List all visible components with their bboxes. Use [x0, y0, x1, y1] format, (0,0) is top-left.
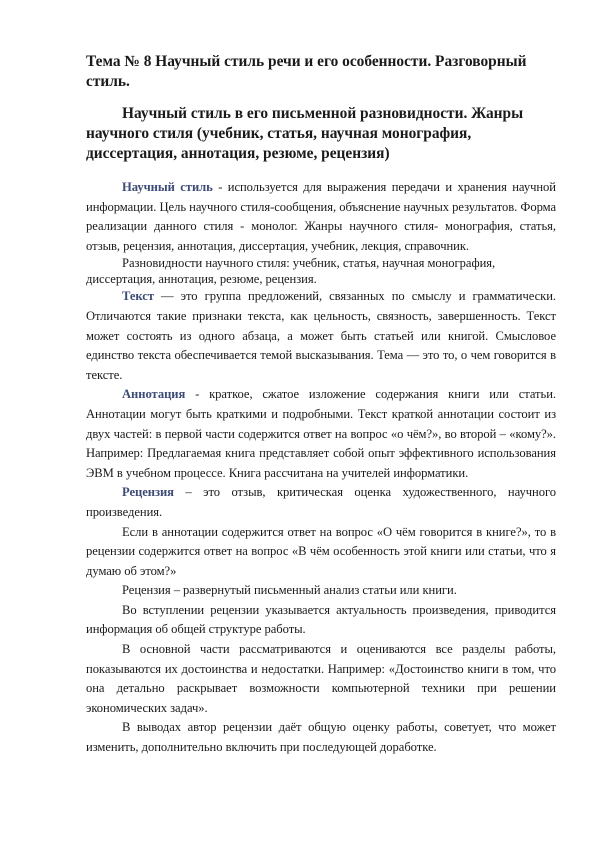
- document-page: [86, 52, 556, 758]
- term-scientific-style: Научный стиль: [122, 180, 213, 194]
- topic-title: Тема № 8 Научный стиль речи и его особенности. Разговорный стиль.: [86, 53, 527, 90]
- paragraph-text: – это отзыв, критическая оценка художественного, научного произведения.: [86, 485, 556, 519]
- paragraph-review-definition: Рецензия – развернутый письменный анализ статьи или книги.: [122, 583, 457, 598]
- paragraph-review-main: В основной части рассматриваются и оцениваются все разделы работы, показываются их достоинства и недостатки. Например: «Достоинство книги в том, что она детально раскрывает возможности компьютерной техники при решении экономических задач».: [86, 642, 556, 715]
- paragraph-text: - используется для выражения передачи и хранения научной информации. Цель научного стиля-сообщения, объяснение научных результатов. Форма реализации данного стиля - монолог. Жанры научного стиля- монография, статья, отзыв, рецензия, аннотация, диссертация, учебник, лекция, справочник.: [86, 180, 556, 253]
- paragraph-review-intro: Во вступлении рецензии указывается актуальность произведения, приводится информация об общей структуре работы.: [86, 602, 556, 637]
- paragraph-review: [86, 483, 556, 522]
- paragraph-text: - краткое, сжатое изложение содержания книги или статьи. Аннотации могут быть краткими и подробными. Текст краткой аннотации состоит из двух частей: в первой части содержится ответ на вопрос «о чём?», во второй – «кому?». Например: Предлагаемая книга представляет собой опыт эффективного использования ЭВМ в учебном процессе. Книга рассчитана на учителей информатики.: [86, 387, 556, 480]
- paragraph-text: — это группа предложений, связанных по смыслу и грамматически. Отличаются такие признаки текста, как цельность, связность, завершенность. Текст может состоять из одного абзаца, а может быть статьей или книгой. Смысловое единство текста обеспечивается темой высказывания. Тема — это то, о чем говорится в тексте.: [86, 289, 556, 382]
- paragraph-review-conclusion: В выводах автор рецензии даёт общую оценку работы, советует, что может изменить, дополнительно включить при последующей доработке.: [86, 720, 556, 755]
- paragraph-scientific-style: [86, 178, 556, 256]
- section-subtitle: Научный стиль в его письменной разновидности. Жанры научного стиля (учебник, статья, научная монография, диссертация, аннотация, резюме, рецензия): [86, 105, 524, 162]
- term-annotation: Аннотация: [122, 387, 186, 402]
- term-text: Текст: [122, 289, 154, 304]
- paragraph-annotation-vs-review: Если в аннотации содержится ответ на вопрос «О чём говорится в книге?», то в рецензии содержится ответ на вопрос «В чём особенность этой книги или статьи, что я думаю об этом?»: [86, 524, 556, 578]
- paragraph-text-definition: [86, 287, 556, 385]
- paragraph-varieties: Разновидности научного стиля: учебник, статья, научная монография, диссертация, аннотация, резюме, рецензия.: [86, 256, 496, 286]
- term-review: Рецензия: [122, 485, 174, 500]
- paragraph-annotation: [86, 385, 556, 483]
